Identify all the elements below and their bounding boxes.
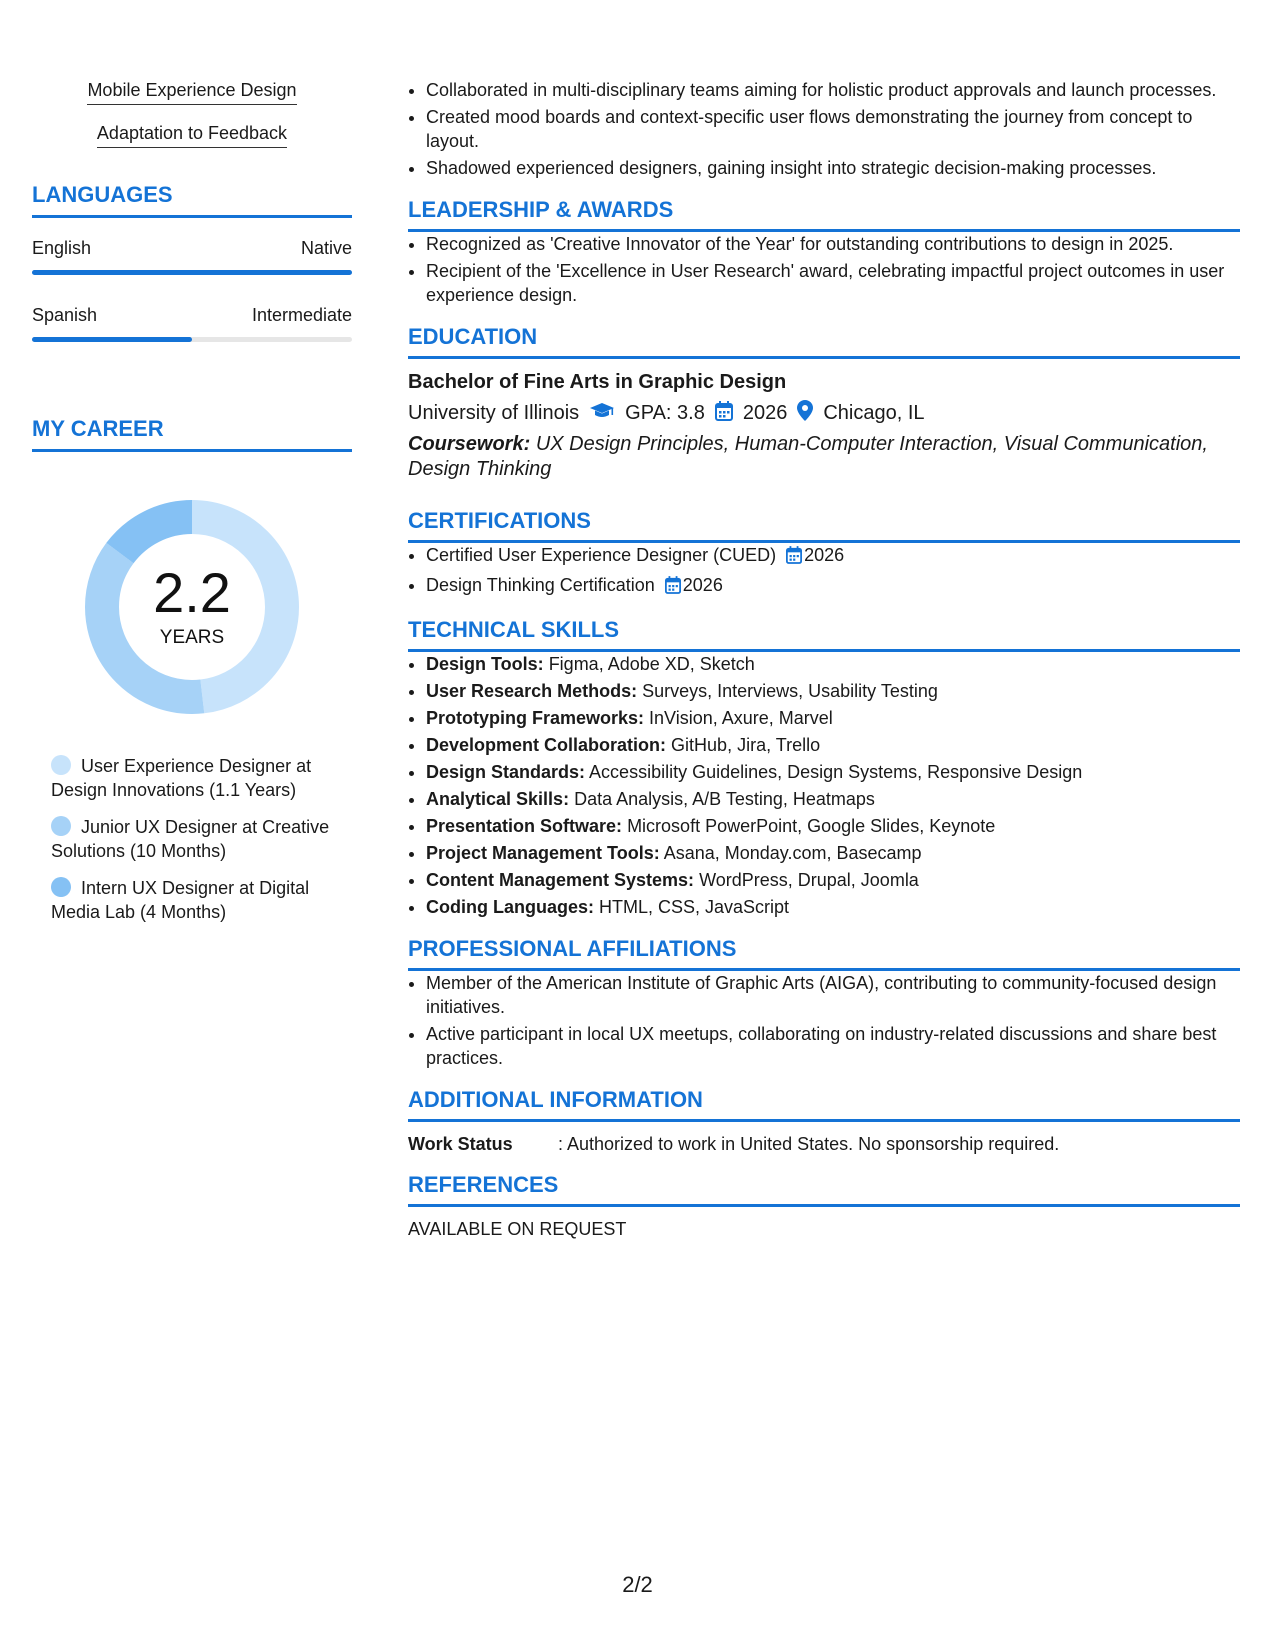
skill-value: Figma, Adobe XD, Sketch bbox=[548, 654, 755, 674]
skill-label: Project Management Tools: bbox=[426, 843, 660, 863]
career-legend-label: User Experience Designer at Design Innovations (1.1 Years) bbox=[51, 756, 312, 800]
skill-tag: Mobile Experience Design bbox=[87, 80, 296, 105]
skill-value: WordPress, Drupal, Joomla bbox=[699, 870, 919, 890]
skill-label: Presentation Software: bbox=[426, 816, 623, 836]
language-level: Native bbox=[300, 238, 352, 258]
graduation-cap-icon bbox=[589, 402, 615, 426]
skill-item bbox=[426, 895, 1240, 919]
skill-item bbox=[426, 679, 1240, 703]
career-section bbox=[32, 416, 352, 924]
references-title: REFERENCES bbox=[408, 1172, 1240, 1207]
language-bar bbox=[32, 270, 352, 275]
award-item: • Recipient of the 'Excellence in User Research' award, celebrating impactful project outcomes in user experience design. bbox=[426, 259, 1240, 307]
language-bar-fill bbox=[32, 337, 192, 342]
skill-value: Data Analysis, A/B Testing, Heatmaps bbox=[574, 789, 875, 809]
career-title: MY CAREER bbox=[32, 416, 352, 452]
affiliations-title: PROFESSIONAL AFFILIATIONS bbox=[408, 936, 1240, 971]
skill-item bbox=[426, 733, 1240, 757]
career-legend-label: Intern UX Designer at Digital Media Lab (4 Months) bbox=[51, 878, 310, 922]
experience-bullets bbox=[408, 78, 1240, 180]
skill-label: Design Tools: bbox=[426, 654, 544, 674]
experience-bullet: • Collaborated in multi-disciplinary teams aiming for holistic product approvals and launch processes. bbox=[426, 78, 1240, 102]
leadership-title: LEADERSHIP & AWARDS bbox=[408, 197, 1240, 232]
skill-value: GitHub, Jira, Trello bbox=[671, 735, 821, 755]
school-location: Chicago, IL bbox=[823, 402, 925, 424]
skill-item bbox=[426, 652, 1240, 676]
skill-label: Prototyping Frameworks: bbox=[426, 708, 645, 728]
graduation-year: 2026 bbox=[742, 402, 788, 424]
award-item: • Recognized as 'Creative Innovator of the Year' for outstanding contributions to design in 2025. bbox=[426, 232, 1240, 256]
skill-item bbox=[426, 868, 1240, 892]
calendar-icon bbox=[715, 401, 733, 427]
certifications-title: CERTIFICATIONS bbox=[408, 508, 1240, 543]
location-pin-icon bbox=[797, 400, 813, 427]
work-status-label: Work Status bbox=[408, 1134, 513, 1154]
career-legend-item bbox=[51, 754, 352, 802]
school-name: University of Illinois bbox=[408, 402, 580, 424]
career-legend-item bbox=[51, 815, 352, 863]
degree-name: Bachelor of Fine Arts in Graphic Design bbox=[408, 371, 787, 393]
gpa: GPA: 3.8 bbox=[625, 402, 705, 424]
additional-info-title: ADDITIONAL INFORMATION bbox=[408, 1087, 1240, 1122]
skill-value: HTML, CSS, JavaScript bbox=[599, 897, 790, 917]
certifications-list bbox=[408, 543, 1240, 600]
certification-year: 2026 bbox=[804, 545, 845, 565]
affiliation-item: • Member of the American Institute of Graphic Arts (AIGA), contributing to community-focused design initiatives. bbox=[426, 971, 1240, 1019]
language-bar bbox=[32, 337, 352, 342]
skill-value: Surveys, Interviews, Usability Testing bbox=[642, 681, 938, 701]
skill-item bbox=[426, 814, 1240, 838]
skill-item bbox=[426, 760, 1240, 784]
certification-name: Certified User Experience Designer (CUED) bbox=[426, 545, 777, 565]
skill-value: Asana, Monday.com, Basecamp bbox=[663, 843, 922, 863]
education-title: EDUCATION bbox=[408, 324, 1240, 359]
certification-item bbox=[426, 573, 1240, 600]
page-number: 2/2 bbox=[622, 1572, 653, 1597]
calendar-icon bbox=[786, 546, 802, 570]
career-legend bbox=[32, 754, 352, 924]
career-donut-chart bbox=[77, 492, 307, 722]
education-meta bbox=[408, 400, 1240, 427]
career-total: 2.2 bbox=[153, 561, 231, 624]
skill-label: Coding Languages: bbox=[426, 897, 594, 917]
certification-item bbox=[426, 543, 1240, 570]
career-unit: YEARS bbox=[159, 627, 225, 648]
skill-value: Microsoft PowerPoint, Google Slides, Keynote bbox=[627, 816, 996, 836]
language-item bbox=[32, 305, 352, 342]
legend-dot bbox=[51, 755, 71, 775]
skill-label: Content Management Systems: bbox=[426, 870, 695, 890]
certification-name: Design Thinking Certification bbox=[426, 575, 655, 595]
language-name: Spanish bbox=[32, 305, 98, 325]
skill-label: Design Standards: bbox=[426, 762, 586, 782]
technical-skills-list bbox=[408, 652, 1240, 919]
skill-tag: Adaptation to Feedback bbox=[97, 123, 287, 148]
experience-bullet: • Shadowed experienced designers, gaining insight into strategic decision-making processes. bbox=[426, 156, 1240, 180]
languages-section bbox=[32, 182, 352, 342]
skill-label: Analytical Skills: bbox=[426, 789, 570, 809]
skill-item bbox=[426, 706, 1240, 730]
calendar-icon bbox=[665, 576, 681, 600]
work-status-value: : Authorized to work in United States. No sponsorship required. bbox=[558, 1134, 1060, 1154]
skill-item bbox=[426, 841, 1240, 865]
legend-dot bbox=[51, 816, 71, 836]
legend-dot bbox=[51, 877, 71, 897]
career-legend-label: Junior UX Designer at Creative Solutions (10 Months) bbox=[51, 817, 330, 861]
leadership-list bbox=[408, 232, 1240, 307]
education-entry bbox=[408, 371, 1240, 482]
skill-item bbox=[426, 787, 1240, 811]
left-column bbox=[32, 80, 352, 937]
affiliation-item: • Active participant in local UX meetups, collaborating on industry-related discussions and share best practices. bbox=[426, 1022, 1240, 1070]
skill-value: Accessibility Guidelines, Design Systems, Responsive Design bbox=[589, 762, 1083, 782]
certification-year: 2026 bbox=[682, 575, 723, 595]
affiliations-list bbox=[408, 971, 1240, 1070]
technical-skills-title: TECHNICAL SKILLS bbox=[408, 617, 1240, 652]
language-bar-fill bbox=[32, 270, 352, 275]
skill-label: Development Collaboration: bbox=[426, 735, 667, 755]
language-name: English bbox=[32, 238, 92, 258]
coursework-label: Coursework: bbox=[408, 433, 531, 455]
work-status-row bbox=[408, 1134, 1240, 1155]
language-level: Intermediate bbox=[251, 305, 352, 325]
experience-bullet: • Created mood boards and context-specific user flows demonstrating the journey from concept to layout. bbox=[426, 105, 1240, 153]
language-item bbox=[32, 238, 352, 275]
skill-value: InVision, Axure, Marvel bbox=[649, 708, 833, 728]
references-text: AVAILABLE ON REQUEST bbox=[408, 1219, 627, 1239]
coursework bbox=[408, 432, 1240, 482]
languages-title: LANGUAGES bbox=[32, 182, 352, 218]
right-column bbox=[408, 78, 1240, 1240]
skill-label: User Research Methods: bbox=[426, 681, 638, 701]
career-legend-item bbox=[51, 876, 352, 924]
coursework-list: UX Design Principles, Human-Computer Interaction, Visual Communication, Design Thinking bbox=[408, 433, 1208, 480]
